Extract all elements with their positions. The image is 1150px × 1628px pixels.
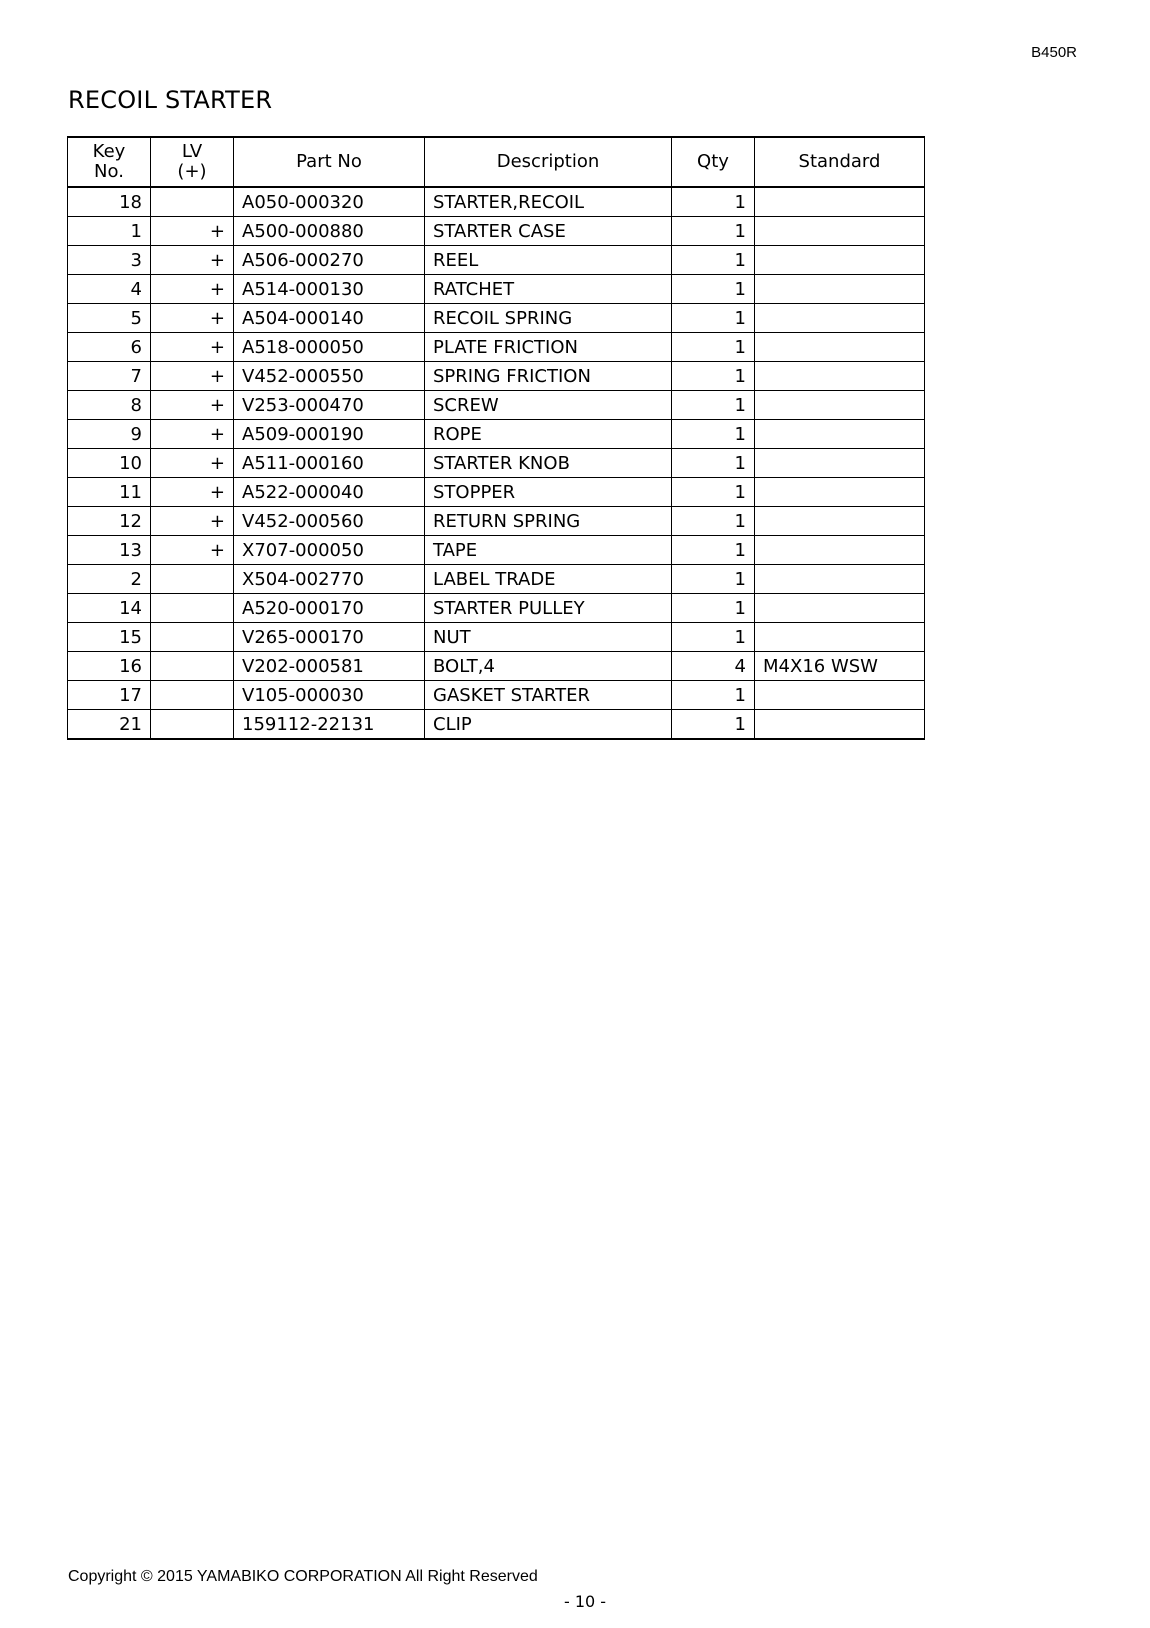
cell-key-no: 17 xyxy=(68,681,151,710)
cell-description: GASKET STARTER xyxy=(425,681,672,710)
table-row xyxy=(68,449,925,478)
cell-lv: + xyxy=(151,275,234,304)
cell-standard xyxy=(755,333,925,362)
page-title: RECOIL STARTER xyxy=(68,86,273,114)
cell-standard xyxy=(755,594,925,623)
cell-description: PLATE FRICTION xyxy=(425,333,672,362)
cell-description: CLIP xyxy=(425,710,672,740)
cell-description: ROPE xyxy=(425,420,672,449)
table-row xyxy=(68,478,925,507)
cell-qty: 1 xyxy=(672,391,755,420)
cell-lv: + xyxy=(151,536,234,565)
table-row xyxy=(68,246,925,275)
cell-lv: + xyxy=(151,507,234,536)
cell-part-no: A500-000880 xyxy=(234,217,425,246)
cell-description: STARTER KNOB xyxy=(425,449,672,478)
table-header xyxy=(68,137,925,187)
cell-key-no: 15 xyxy=(68,623,151,652)
table-row xyxy=(68,275,925,304)
cell-description: REEL xyxy=(425,246,672,275)
lv-header-line1: LV xyxy=(181,141,203,162)
cell-description: RECOIL SPRING xyxy=(425,304,672,333)
table-row xyxy=(68,565,925,594)
column-header-part-no: Part No xyxy=(234,137,425,187)
cell-description: BOLT,4 xyxy=(425,652,672,681)
cell-lv: + xyxy=(151,246,234,275)
cell-lv xyxy=(151,594,234,623)
cell-qty: 1 xyxy=(672,246,755,275)
cell-lv xyxy=(151,565,234,594)
cell-part-no: A504-000140 xyxy=(234,304,425,333)
cell-part-no: A520-000170 xyxy=(234,594,425,623)
cell-standard xyxy=(755,275,925,304)
cell-part-no: A509-000190 xyxy=(234,420,425,449)
cell-description: SPRING FRICTION xyxy=(425,362,672,391)
cell-description: STOPPER xyxy=(425,478,672,507)
table-row xyxy=(68,420,925,449)
cell-lv: + xyxy=(151,420,234,449)
cell-standard xyxy=(755,420,925,449)
cell-description: TAPE xyxy=(425,536,672,565)
table-row xyxy=(68,710,925,740)
cell-key-no: 9 xyxy=(68,420,151,449)
cell-key-no: 18 xyxy=(68,187,151,217)
cell-standard xyxy=(755,391,925,420)
cell-lv xyxy=(151,681,234,710)
cell-lv xyxy=(151,623,234,652)
cell-part-no: 159112-22131 xyxy=(234,710,425,740)
cell-qty: 1 xyxy=(672,594,755,623)
cell-part-no: X504-002770 xyxy=(234,565,425,594)
table-row xyxy=(68,536,925,565)
cell-part-no: X707-000050 xyxy=(234,536,425,565)
cell-key-no: 7 xyxy=(68,362,151,391)
cell-part-no: A514-000130 xyxy=(234,275,425,304)
cell-lv: + xyxy=(151,333,234,362)
parts-table xyxy=(67,136,925,740)
cell-part-no: A518-000050 xyxy=(234,333,425,362)
cell-description: RETURN SPRING xyxy=(425,507,672,536)
cell-part-no: V253-000470 xyxy=(234,391,425,420)
cell-standard xyxy=(755,681,925,710)
cell-standard xyxy=(755,217,925,246)
cell-lv: + xyxy=(151,478,234,507)
cell-qty: 1 xyxy=(672,420,755,449)
cell-qty: 1 xyxy=(672,681,755,710)
cell-qty: 4 xyxy=(672,652,755,681)
model-code: B450R xyxy=(1031,44,1077,61)
key-header-line2: No. xyxy=(94,161,124,182)
cell-part-no: V452-000560 xyxy=(234,507,425,536)
cell-qty: 1 xyxy=(672,275,755,304)
cell-standard xyxy=(755,246,925,275)
cell-qty: 1 xyxy=(672,565,755,594)
column-header-standard: Standard xyxy=(755,137,925,187)
cell-part-no: A506-000270 xyxy=(234,246,425,275)
cell-lv: + xyxy=(151,304,234,333)
cell-description: SCREW xyxy=(425,391,672,420)
cell-part-no: A522-000040 xyxy=(234,478,425,507)
cell-qty: 1 xyxy=(672,187,755,217)
cell-key-no: 1 xyxy=(68,217,151,246)
lv-header-line2: (+) xyxy=(177,161,207,182)
table-body xyxy=(68,187,925,739)
cell-key-no: 12 xyxy=(68,507,151,536)
table-row xyxy=(68,362,925,391)
cell-key-no: 11 xyxy=(68,478,151,507)
cell-qty: 1 xyxy=(672,217,755,246)
cell-lv: + xyxy=(151,362,234,391)
cell-key-no: 4 xyxy=(68,275,151,304)
cell-standard xyxy=(755,362,925,391)
cell-lv: + xyxy=(151,449,234,478)
copyright-notice: Copyright © 2015 YAMABIKO CORPORATION All Right Reserved xyxy=(68,1568,538,1585)
cell-qty: 1 xyxy=(672,536,755,565)
table-row xyxy=(68,333,925,362)
cell-part-no: V105-000030 xyxy=(234,681,425,710)
cell-lv: + xyxy=(151,217,234,246)
cell-part-no: V202-000581 xyxy=(234,652,425,681)
cell-description: STARTER PULLEY xyxy=(425,594,672,623)
table-row xyxy=(68,507,925,536)
table-row xyxy=(68,217,925,246)
cell-standard xyxy=(755,623,925,652)
cell-qty: 1 xyxy=(672,478,755,507)
cell-qty: 1 xyxy=(672,333,755,362)
column-header-key-no xyxy=(68,137,151,187)
cell-lv xyxy=(151,710,234,740)
table-row xyxy=(68,623,925,652)
cell-qty: 1 xyxy=(672,304,755,333)
cell-key-no: 2 xyxy=(68,565,151,594)
cell-description: LABEL TRADE xyxy=(425,565,672,594)
cell-description: STARTER CASE xyxy=(425,217,672,246)
table-row xyxy=(68,681,925,710)
cell-key-no: 21 xyxy=(68,710,151,740)
cell-standard xyxy=(755,536,925,565)
cell-part-no: V452-000550 xyxy=(234,362,425,391)
cell-lv xyxy=(151,187,234,217)
cell-standard xyxy=(755,449,925,478)
cell-standard xyxy=(755,304,925,333)
column-header-qty: Qty xyxy=(672,137,755,187)
cell-standard xyxy=(755,710,925,740)
cell-description: RATCHET xyxy=(425,275,672,304)
table-row xyxy=(68,594,925,623)
cell-standard xyxy=(755,478,925,507)
cell-key-no: 16 xyxy=(68,652,151,681)
cell-part-no: V265-000170 xyxy=(234,623,425,652)
cell-description: STARTER,RECOIL xyxy=(425,187,672,217)
cell-part-no: A511-000160 xyxy=(234,449,425,478)
table-row xyxy=(68,391,925,420)
table-row xyxy=(68,652,925,681)
cell-part-no: A050-000320 xyxy=(234,187,425,217)
page-number: - 10 - xyxy=(563,1592,607,1611)
cell-key-no: 14 xyxy=(68,594,151,623)
cell-key-no: 6 xyxy=(68,333,151,362)
cell-lv: + xyxy=(151,391,234,420)
key-header-line1: Key xyxy=(92,141,126,162)
cell-lv xyxy=(151,652,234,681)
cell-key-no: 5 xyxy=(68,304,151,333)
table-row xyxy=(68,304,925,333)
column-header-description: Description xyxy=(425,137,672,187)
cell-qty: 1 xyxy=(672,362,755,391)
cell-qty: 1 xyxy=(672,710,755,740)
table-row xyxy=(68,187,925,217)
cell-qty: 1 xyxy=(672,623,755,652)
cell-qty: 1 xyxy=(672,449,755,478)
cell-standard xyxy=(755,507,925,536)
cell-standard xyxy=(755,187,925,217)
cell-key-no: 8 xyxy=(68,391,151,420)
cell-standard: M4X16 WSW xyxy=(755,652,925,681)
column-header-lv xyxy=(151,137,234,187)
cell-standard xyxy=(755,565,925,594)
cell-key-no: 10 xyxy=(68,449,151,478)
cell-description: NUT xyxy=(425,623,672,652)
cell-key-no: 3 xyxy=(68,246,151,275)
cell-qty: 1 xyxy=(672,507,755,536)
cell-key-no: 13 xyxy=(68,536,151,565)
